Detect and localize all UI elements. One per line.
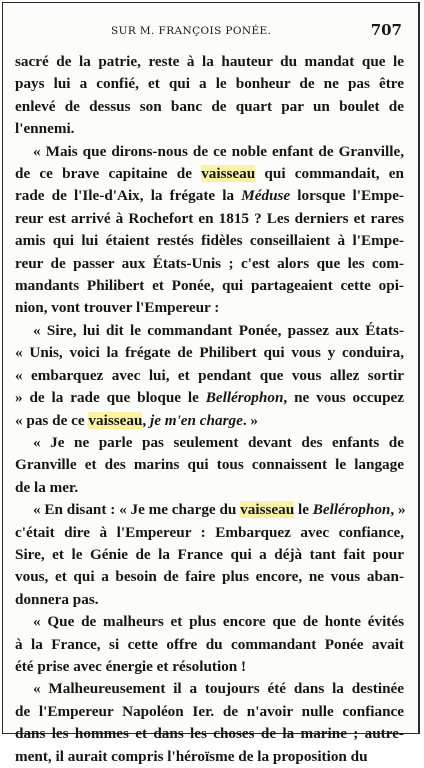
text-segment: » de la rade que bloque le	[15, 389, 206, 407]
text-line: sacré de la patrie, reste à la hauteur du mandat que le	[15, 53, 404, 70]
text-line: « embarquez avec lui, et pendant que vous allez sortir	[15, 366, 404, 384]
paragraph	[15, 499, 404, 611]
text-line: dans les hommes et dans les choses de la marine ; autre-	[15, 725, 404, 743]
text-line: « Unis, voici la frégate de Philibert qui vous y conduira,	[15, 344, 404, 362]
body-text	[15, 51, 404, 768]
text-segment: , »	[390, 501, 406, 519]
paragraph	[15, 611, 404, 678]
page-header	[3, 21, 418, 41]
text-segment: le	[294, 501, 313, 519]
text-segment: , ne vous occupez	[283, 389, 404, 407]
paragraph	[15, 141, 404, 320]
paragraph	[15, 432, 404, 499]
italic-text: je m'en charge	[150, 411, 243, 429]
text-line	[15, 163, 404, 185]
paragraph	[15, 678, 404, 768]
text-line: amis qui lui étaient restés fidèles conseillaient à l'Empe-	[15, 232, 404, 250]
text-line: « Que de malheurs et plus encore que de honte évités	[33, 613, 404, 631]
italic-text: Bellérophon	[312, 501, 391, 519]
text-line: c'était dire à l'Empereur : Embarquez avec confiance,	[15, 523, 404, 541]
text-segment: « pas de ce	[15, 411, 89, 429]
italic-text: Bellérophon	[205, 389, 284, 407]
text-line: reur de passer aux États-Unis ; c'est alors que les com-	[15, 254, 404, 272]
text-line: reur est arrivé à Rochefort en 1815 ? Les derniers et rares	[15, 209, 404, 227]
text-line: « Je ne parle pas seulement devant des enfants de	[33, 433, 404, 451]
page-number: 707	[370, 21, 402, 39]
text-line	[15, 387, 404, 409]
text-segment: de ce brave capitaine de	[15, 165, 202, 183]
highlighted-word: vaisseau	[201, 165, 256, 183]
paragraph	[15, 51, 404, 141]
highlighted-word: vaisseau	[88, 411, 143, 429]
text-line: nion, vont trouver l'Empereur :	[15, 299, 220, 317]
text-segment: rade de l'Ile-d'Aix, la frégate la	[15, 187, 242, 205]
text-line: mandants Philibert et Ponée, qui partageaient cette opi-	[15, 277, 404, 295]
text-line: de la mer.	[15, 478, 79, 496]
text-line: de l'Empereur Napoléon Ier. de n'avoir nulle confiance	[15, 702, 404, 720]
text-segment: . »	[242, 411, 259, 429]
text-line: « Mais que dirons-nous de ce noble enfant de Granville,	[33, 142, 404, 160]
highlighted-word: vaisseau	[240, 501, 295, 519]
paragraph	[15, 320, 404, 432]
text-segment: qui commandait, en	[255, 165, 404, 183]
text-line: vous, et qui a besoin de faire plus encore, ne vous aban-	[15, 568, 404, 586]
document-page	[2, 2, 420, 765]
text-line: Granville et des marins qui tous connaissent le langage	[15, 456, 404, 474]
text-line: l'ennemi.	[15, 120, 75, 138]
text-line: pays lui a confié, et qui a le bonheur de ne pas être	[15, 75, 404, 93]
text-line	[15, 410, 404, 432]
text-line	[15, 499, 404, 521]
italic-text: Méduse	[241, 187, 291, 205]
text-line: été prise avec énergie et résolution !	[15, 657, 247, 675]
text-line: enlevé de dessus son banc de quart par un boulet de	[15, 97, 404, 115]
text-segment: « En disant : « Je me charge du	[33, 501, 241, 519]
text-segment: lorsque l'Empe-	[290, 187, 404, 205]
text-line: Sire, et le Génie de la France qui a déjà tant fait pour	[15, 545, 404, 563]
text-segment: ,	[142, 411, 151, 429]
text-line: « Malheureusement il a toujours été dans la destinée	[33, 680, 404, 698]
text-line	[15, 185, 404, 207]
text-line: « Sire, lui dit le commandant Ponée, passez aux États-	[33, 321, 404, 339]
running-title: SUR M. FRANÇOIS PONÉE.	[111, 25, 272, 37]
text-line: donnera pas.	[15, 590, 99, 608]
text-line: ment, il aurait compris l'héroïsme de la proposition du	[15, 747, 368, 765]
text-line: à la France, si cette offre du commandant Ponée avait	[15, 635, 404, 653]
